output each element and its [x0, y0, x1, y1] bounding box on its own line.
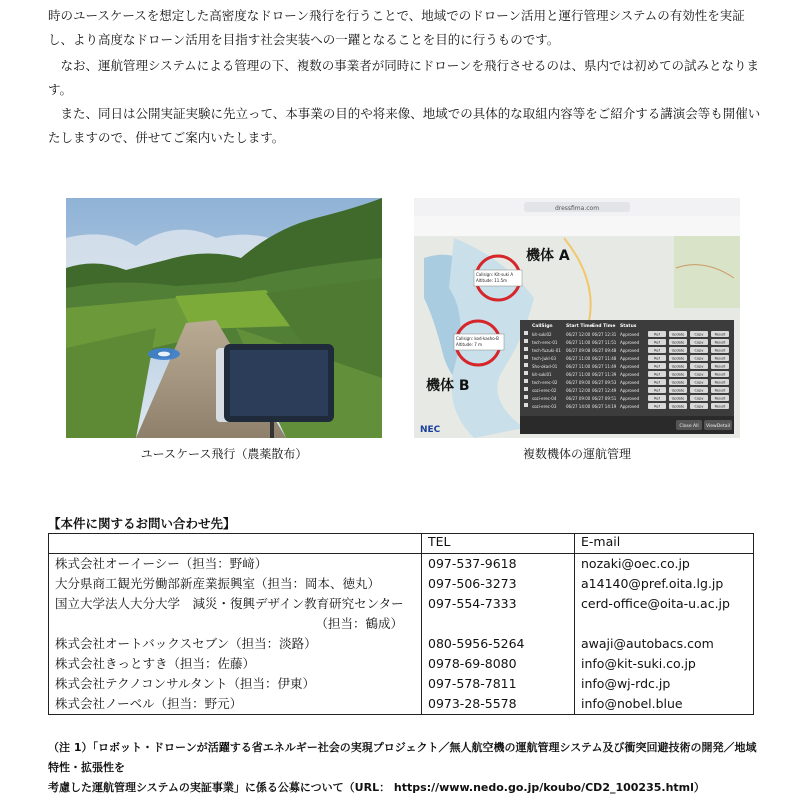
org-name-line1: 国立大学法人大分大学 減災・復興デザイン教育研究センター	[55, 596, 404, 611]
utm-table-cell: 06/27 11:00	[566, 340, 591, 345]
utm-table-cell: 06/27 11:00	[566, 364, 591, 369]
svg-text:Close All: Close All	[679, 424, 699, 429]
org-name: 株式会社テクノコンサルタント（担当：伊東）	[49, 674, 422, 694]
field-drone-photo	[66, 198, 382, 438]
utm-row-button-label: Ref	[654, 396, 660, 401]
utm-table-header: CallSign	[532, 324, 553, 329]
utm-row-button-label: Result	[714, 332, 726, 337]
utm-row-button-label: Copy	[694, 356, 704, 361]
utm-row-button-label: Result	[714, 404, 726, 409]
utm-table-cell: Approved	[620, 396, 640, 401]
row-checkbox[interactable]	[524, 355, 528, 359]
utm-table-cell: sozi-erec-04	[532, 396, 557, 401]
email-address: nozaki@oec.co.jp	[581, 556, 690, 571]
field-photo-illustration	[66, 198, 382, 438]
utm-row-button-label: Result	[714, 356, 726, 361]
utm-row-button-label: Update	[671, 364, 685, 369]
table-row	[49, 634, 754, 654]
utm-row-button-label: Copy	[694, 348, 704, 353]
footnote-line2: 考慮した運航管理システムの実証事業」に係る公募について（URL： https://www.nedo.go.jp/koubo/CD2_100235.html）	[48, 781, 705, 794]
row-checkbox[interactable]	[524, 379, 528, 383]
utm-table-cell: Approved	[620, 356, 640, 361]
utm-row-button-label: Update	[671, 340, 685, 345]
url-text: dressfima.com	[554, 205, 600, 212]
org-name: 株式会社オートバックスセブン（担当：淡路）	[49, 634, 422, 654]
utm-row-button-label: Copy	[694, 372, 704, 377]
email-address: info@nobel.blue	[581, 696, 683, 711]
traffic-management-screenshot	[414, 198, 740, 438]
email-address: info@kit-suki.co.jp	[581, 656, 696, 671]
svg-text:Callsign: Kit-suki A: Callsign: Kit-suki A	[476, 272, 514, 277]
contact-section-title: 【本件に関するお問い合わせ先】	[48, 516, 236, 531]
tel-number: 097-578-7811	[422, 674, 575, 694]
header-email: E-mail	[575, 534, 754, 554]
table-row	[49, 594, 754, 634]
drone-a-label: 機体 A	[526, 248, 570, 264]
utm-row-button-label: Copy	[694, 388, 704, 393]
body-paragraph-1: 時のユースケースを想定した高密度なドローン飛行を行うことで、地域でのドローン活用と運行管理システムの有効性を実証し、より高度なドローン活用を目指す社会実装への一躍となることを目的に行うものです。	[48, 8, 745, 47]
utm-table-cell: 06/27 11:48	[592, 356, 617, 361]
utm-row-button-label: Ref	[654, 340, 660, 345]
utm-table-cell: 06/27 09:00	[566, 396, 591, 401]
row-checkbox[interactable]	[524, 403, 528, 407]
table-row	[49, 654, 754, 674]
utm-table-cell: 06/27 09:51	[592, 396, 617, 401]
utm-row-button-label: Update	[671, 380, 685, 385]
utm-row-button-label: Copy	[694, 364, 704, 369]
org-name: 株式会社ノーベル（担当：野元）	[49, 694, 422, 715]
email-address: a14140@pref.oita.lg.jp	[581, 576, 724, 591]
tel-number: 0973-28-5578	[422, 694, 575, 715]
utm-table-cell: tech-erec-02	[532, 380, 558, 385]
utm-table-cell: 06/27 09:48	[592, 348, 617, 353]
org-name-line2: （担当：鶴成）	[315, 616, 403, 631]
utm-table-cell: 06/27 12:49	[592, 388, 617, 393]
org-name	[49, 594, 422, 634]
utm-row-button-label: Copy	[694, 404, 704, 409]
utm-table-cell: 06/27 11:39	[592, 372, 617, 377]
utm-row-button-label: Ref	[654, 356, 660, 361]
row-checkbox[interactable]	[524, 395, 528, 399]
utm-table-cell: Approved	[620, 380, 640, 385]
utm-row-button-label: Ref	[654, 364, 660, 369]
utm-table-cell: 06/27 12:00	[566, 388, 591, 393]
left-figure-caption: ユースケース飛行（農薬散布）	[140, 447, 308, 461]
utm-table-cell: Approved	[620, 364, 640, 369]
utm-table-cell: Approved	[620, 340, 640, 345]
utm-table-cell: 06/27 11:00	[566, 372, 591, 377]
email-address: info@wj-rdc.jp	[581, 676, 671, 691]
row-checkbox[interactable]	[524, 387, 528, 391]
utm-row-button-label: Update	[671, 356, 685, 361]
utm-row-button-label: Ref	[654, 380, 660, 385]
utm-table-cell: sozi-erec-03	[532, 404, 557, 409]
footnote-line1: （注 1）「ロボット・ドローンが活躍する省エネルギー社会の実現プロジェクト／無人航空機の運航管理システム及び衝突回避技術の開発／地域特性・拡張性を	[48, 741, 757, 774]
utm-row-button-label: Result	[714, 348, 726, 353]
utm-row-button-label: Update	[671, 388, 685, 393]
utm-row-button-label: Copy	[694, 396, 704, 401]
utm-table-cell: kit-suki02	[532, 332, 552, 337]
utm-row-button-label: Copy	[694, 340, 704, 345]
utm-row-button-label: Ref	[654, 372, 660, 377]
utm-table-cell: 06/27 09:08	[566, 348, 591, 353]
header-tel: TEL	[422, 534, 575, 554]
utm-table-cell: 06/27 14:19	[592, 404, 617, 409]
utm-row-button-label: Result	[714, 388, 726, 393]
utm-row-button-label: Result	[714, 380, 726, 385]
utm-row-button-label: Update	[671, 404, 685, 409]
header-org	[49, 534, 422, 554]
row-checkbox[interactable]	[524, 363, 528, 367]
utm-table-cell: sozi-erec-02	[532, 388, 557, 393]
utm-table-cell: Approved	[620, 348, 640, 353]
utm-row-button-label: Copy	[694, 332, 704, 337]
email-address: awaji@autobacs.com	[581, 636, 714, 651]
right-figure-caption: 複数機体の運航管理	[522, 447, 631, 461]
utm-screen-illustration	[414, 198, 740, 438]
svg-text:Altitude: 11.5m: Altitude: 11.5m	[476, 278, 508, 283]
utm-table-cell: 06/27 11:00	[566, 356, 591, 361]
utm-table-cell: tech-Jukl-03	[532, 356, 557, 361]
utm-table-cell: 06/27 12:00	[566, 332, 591, 337]
nec-logo: NEC	[420, 425, 441, 435]
utm-table-cell: Approved	[620, 388, 640, 393]
utm-row-button-label: Ref	[654, 404, 660, 409]
utm-table-cell: Approved	[620, 372, 640, 377]
utm-row-button-label: Ref	[654, 388, 660, 393]
utm-table-cell: 06/27 09:53	[592, 380, 617, 385]
table-row	[49, 674, 754, 694]
org-name: 株式会社きっとすき（担当：佐藤）	[49, 654, 422, 674]
table-row	[49, 554, 754, 575]
tel-number: 0978-69-8080	[422, 654, 575, 674]
utm-table-cell: 06/27 09:00	[566, 380, 591, 385]
contact-table	[48, 533, 754, 715]
utm-table-header: Status	[620, 324, 637, 329]
svg-text:Altitude: 7 m: Altitude: 7 m	[456, 342, 482, 347]
drone-b-label: 機体 B	[426, 378, 470, 394]
utm-row-button-label: Result	[714, 396, 726, 401]
contact-table-header	[49, 534, 754, 554]
utm-row-button-label: Result	[714, 340, 726, 345]
utm-table-header: End Time	[592, 324, 616, 329]
utm-table-cell: kit-suki01	[532, 372, 552, 377]
utm-table-cell: 06/27 11:51	[592, 340, 617, 345]
org-name: 大分県商工観光労働部新産業振興室（担当：岡本、徳丸）	[49, 574, 422, 594]
utm-row-button-label: Update	[671, 396, 685, 401]
table-row	[49, 574, 754, 594]
body-paragraph-2: なお、運航管理システムによる管理の下、複数の事業者が同時にドローンを飛行させるのは、県内では初めての試みとなります。	[48, 58, 760, 97]
utm-table-cell: 06/27 11:49	[592, 364, 617, 369]
utm-table-cell: 06/27 14:00	[566, 404, 591, 409]
tel-number: 097-537-9618	[422, 554, 575, 575]
svg-text:ViewDetail: ViewDetail	[706, 424, 730, 429]
footnote	[48, 738, 764, 798]
utm-table-cell: Approved	[620, 332, 640, 337]
utm-row-button-label: Ref	[654, 332, 660, 337]
utm-row-button-label: Result	[714, 364, 726, 369]
email-address: cerd-office@oita-u.ac.jp	[581, 596, 730, 611]
utm-row-button-label: Ref	[654, 348, 660, 353]
tel-number: 097-506-3273	[422, 574, 575, 594]
utm-row-button-label: Update	[671, 372, 685, 377]
row-checkbox[interactable]	[524, 331, 528, 335]
utm-row-button-label: Copy	[694, 380, 704, 385]
utm-table-header: Start Time	[566, 324, 593, 329]
utm-table-cell: tech-erec-01	[532, 340, 558, 345]
utm-table-cell: Sho-okad-01	[532, 364, 558, 369]
body-paragraph-3: また、同日は公開実証実験に先立って、本事業の目的や将来像、地域での具体的な取組内容等をご紹介する講演会等も開催いたしますので、併せてご案内いたします。	[48, 106, 761, 145]
utm-table-cell: Approved	[620, 404, 640, 409]
utm-table-cell: tech-Yuzuki-01	[532, 348, 561, 353]
utm-row-button-label: Update	[671, 332, 685, 337]
utm-row-button-label: Update	[671, 348, 685, 353]
utm-row-button-label: Result	[714, 372, 726, 377]
row-checkbox[interactable]	[524, 339, 528, 343]
tel-number: 080-5956-5264	[422, 634, 575, 654]
row-checkbox[interactable]	[524, 347, 528, 351]
utm-table-cell: 06/27 12:31	[592, 332, 617, 337]
row-checkbox[interactable]	[524, 371, 528, 375]
svg-text:Callsign: kod-kasho-B: Callsign: kod-kasho-B	[456, 336, 499, 341]
org-name: 株式会社オーイーシー（担当：野﨑）	[49, 554, 422, 575]
table-row	[49, 694, 754, 715]
tel-number: 097-554-7333	[422, 594, 575, 634]
